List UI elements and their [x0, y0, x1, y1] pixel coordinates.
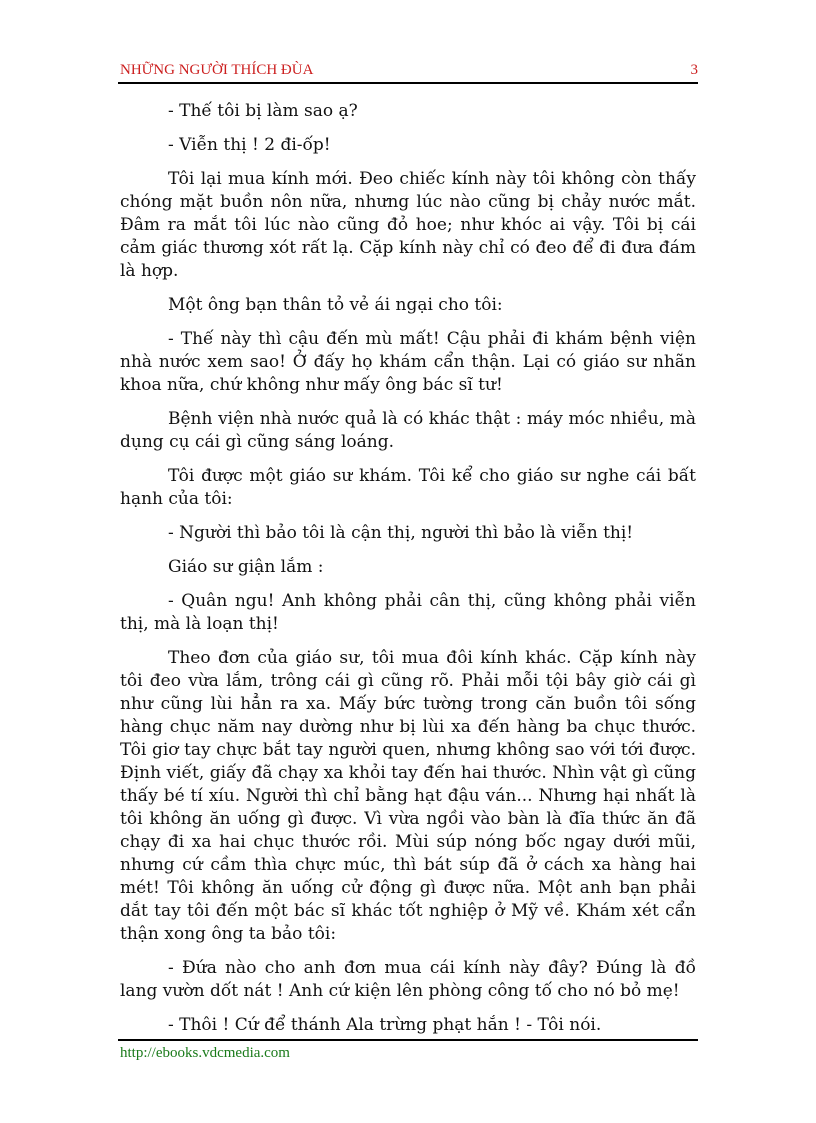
paragraph: - Viễn thị ! 2 đi-ốp! — [168, 135, 331, 155]
paragraph: - Thế tôi bị làm sao ạ? — [168, 101, 358, 121]
paragraph: Theo đơn của giáo sư, tôi mua đôi kính khác. Cặp kính này tôi đeo vừa lắm, trông cái gì cũng rõ. Phải mỗi tội bây giờ cái gì như cũng lùi hẳn ra xa. Mấy bức tường trong căn buồn tôi sống hàng chục năm nay dường như bị lùi xa đến hàng ba chục thước. Tôi giơ tay chực bắt tay người quen, nhưng không sao với tới được. Định viết, giấy đã chạy xa khỏi tay đến hai thước. Nhìn vật gì cũng thấy bé tí xíu. Người thì chỉ bằng hạt đậu ván... Nhưng hại nhất là tôi không ăn uống gì được. Vì vừa ngồi vào bàn là đĩa thức ăn đã chạy đi xa hai chục thước rồi. Mùi súp nóng bốc ngay dưới mũi, nhưng cứ cầm thìa chực múc, thì bát súp đã ở cách xa hàng hai mét! Tôi không ăn uống cử động gì được nữa. Một anh bạn phải dắt tay tôi đến một bác sĩ khác tốt nghiệp ở Mỹ về. Khám xét cẩn thận xong ông ta bảo tôi: — [120, 648, 696, 944]
paragraph: Một ông bạn thân tỏ vẻ ái ngại cho tôi: — [168, 295, 503, 315]
paragraph: - Đứa nào cho anh đơn mua cái kính này đây? Đúng là đồ lang vườn dốt nát ! Anh cứ kiện lên phòng công tố cho nó bỏ mẹ! — [120, 958, 696, 1001]
page-number: 3 — [690, 62, 698, 78]
footer-divider — [118, 1039, 698, 1041]
paragraph: Tôi lại mua kính mới. Đeo chiếc kính này tôi không còn thấy chóng mặt buồn nôn nữa, nhưng lúc nào cũng bị chảy nước mắt. Đâm ra mắt tôi lúc nào cũng đỏ hoe; như khóc ai vậy. Tôi bị cái cảm giác thương xót rất lạ. Cặp kính này chỉ có đeo để đi đưa đám là hợp. — [120, 169, 696, 281]
footer-link[interactable]: http://ebooks.vdcmedia.com — [120, 1045, 290, 1061]
page-body — [120, 100, 696, 1048]
paragraph: - Quân ngu! Anh không phải cân thị, cũng không phải viễn thị, mà là loạn thị! — [120, 591, 696, 634]
paragraph: - Thế này thì cậu đến mù mất! Cậu phải đi khám bệnh viện nhà nước xem sao! Ở đấy họ khám cẩn thận. Lại có giáo sư nhãn khoa nữa, chứ không như mấy ông bác sĩ tư! — [120, 329, 696, 395]
page-header — [120, 62, 698, 82]
paragraph: Tôi được một giáo sư khám. Tôi kể cho giáo sư nghe cái bất hạnh của tôi: — [120, 466, 696, 509]
header-divider — [118, 82, 698, 84]
book-title: NHỮNG NGƯỜI THÍCH ĐÙA — [120, 62, 314, 78]
paragraph: Giáo sư giận lắm : — [168, 557, 324, 577]
paragraph: Bệnh viện nhà nước quả là có khác thật : máy móc nhiều, mà dụng cụ cái gì cũng sáng loáng. — [120, 409, 696, 452]
paragraph: - Người thì bảo tôi là cận thị, người thì bảo là viễn thị! — [168, 523, 634, 543]
paragraph: - Thôi ! Cứ để thánh Ala trừng phạt hắn ! - Tôi nói. — [168, 1015, 602, 1035]
